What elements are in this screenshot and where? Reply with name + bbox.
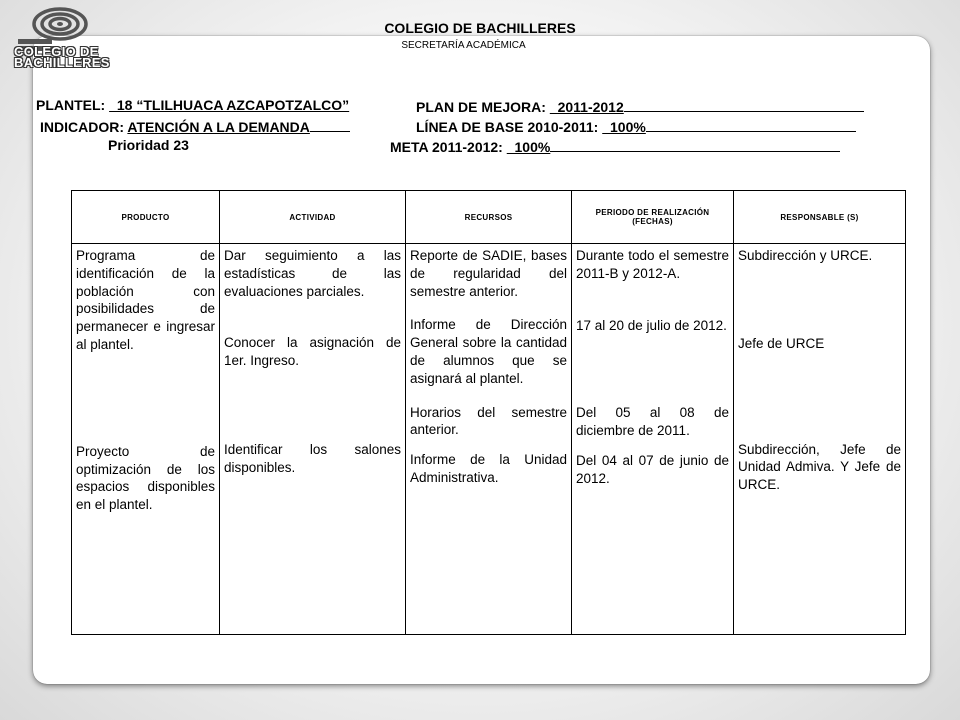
plantel-line [36, 97, 349, 113]
indicador-underline [310, 117, 350, 132]
actividad-item: Identificar los salones disponibles. [224, 441, 401, 475]
cell-recursos [406, 244, 572, 635]
actividad-item: Dar seguimiento a las estadísticas de las evaluaciones parciales. [224, 248, 401, 299]
table-header-row [72, 191, 906, 244]
improvement-plan-table [71, 190, 906, 635]
linea-line [416, 117, 856, 135]
plan-underline [624, 97, 864, 112]
periodo-item: Del 05 al 08 de diciembre de 2011. [576, 405, 729, 439]
recursos-item: Informe de la Unidad Administrativa. [410, 452, 567, 485]
responsable-item: Subdirección, Jefe de Unidad Admiva. Y Jefe de URCE. [738, 441, 901, 493]
cell-responsable [734, 244, 906, 635]
responsable-item: Jefe de URCE [738, 335, 825, 351]
meta-line [390, 137, 840, 155]
header-responsable: RESPONSABLE (S) [734, 191, 906, 244]
linea-value: 100% [602, 119, 646, 135]
recursos-item: Informe de Dirección General sobre la cantidad de alumnos que se asignará al plantel. [410, 317, 567, 386]
actividad-item: Conocer la asignación de 1er. Ingreso. [224, 335, 401, 369]
institution-title: COLEGIO DE BACHILLERES [384, 20, 576, 36]
meta-label: META 2011-2012: [390, 139, 503, 155]
linea-label: LÍNEA DE BASE 2010-2011: [416, 119, 599, 135]
table-row [72, 244, 906, 635]
recursos-item: Reporte de SADIE, bases de regularidad del semestre anterior. [410, 248, 567, 299]
plan-value: 2011-2012 [549, 99, 624, 115]
responsable-item: Subdirección y URCE. [738, 248, 873, 263]
plan-label: PLAN DE MEJORA: [416, 99, 546, 115]
plantel-label: PLANTEL: [36, 97, 106, 113]
meta-underline [550, 137, 840, 152]
recursos-item: Horarios del semestre anterior. [410, 404, 567, 438]
header-periodo: PERIODO DE REALIZACIÓN (FECHAS) [572, 191, 734, 244]
plan-line [416, 97, 864, 115]
periodo-item: Durante todo el semestre 2011-B y 2012-A. [576, 248, 729, 281]
indicador-label: INDICADOR: [40, 119, 124, 135]
header-producto: PRODUCTO [72, 191, 220, 244]
periodo-item: 17 al 20 de julio de 2012. [576, 317, 727, 333]
cell-periodo [572, 244, 734, 635]
indicador-line [40, 117, 350, 135]
logo-text-line1: COLEGIO DE [14, 44, 99, 59]
periodo-item: Del 04 al 07 de junio de 2012. [576, 452, 729, 486]
cell-actividad [220, 244, 406, 635]
prioridad-text: Prioridad 23 [108, 137, 189, 153]
logo-text-line2: BACHILLERES [14, 55, 110, 70]
cell-producto [72, 244, 220, 635]
indicador-value: ATENCIÓN A LA DEMANDA [127, 119, 310, 135]
meta-value: 100% [506, 139, 551, 155]
plantel-value: 18 “TLILHUACA AZCAPOTZALCO” [109, 97, 350, 113]
producto-item: Programa de identificación de la población con posibilidades de permanecer e ingresar al plantel. [76, 248, 215, 352]
header-recursos: RECURSOS [406, 191, 572, 244]
linea-underline [646, 117, 856, 132]
producto-item: Proyecto de optimización de los espacios disponibles en el plantel. [76, 443, 215, 513]
department-subtitle: SECRETARÍA ACADÉMICA [401, 40, 526, 51]
header-actividad: ACTIVIDAD [220, 191, 406, 244]
